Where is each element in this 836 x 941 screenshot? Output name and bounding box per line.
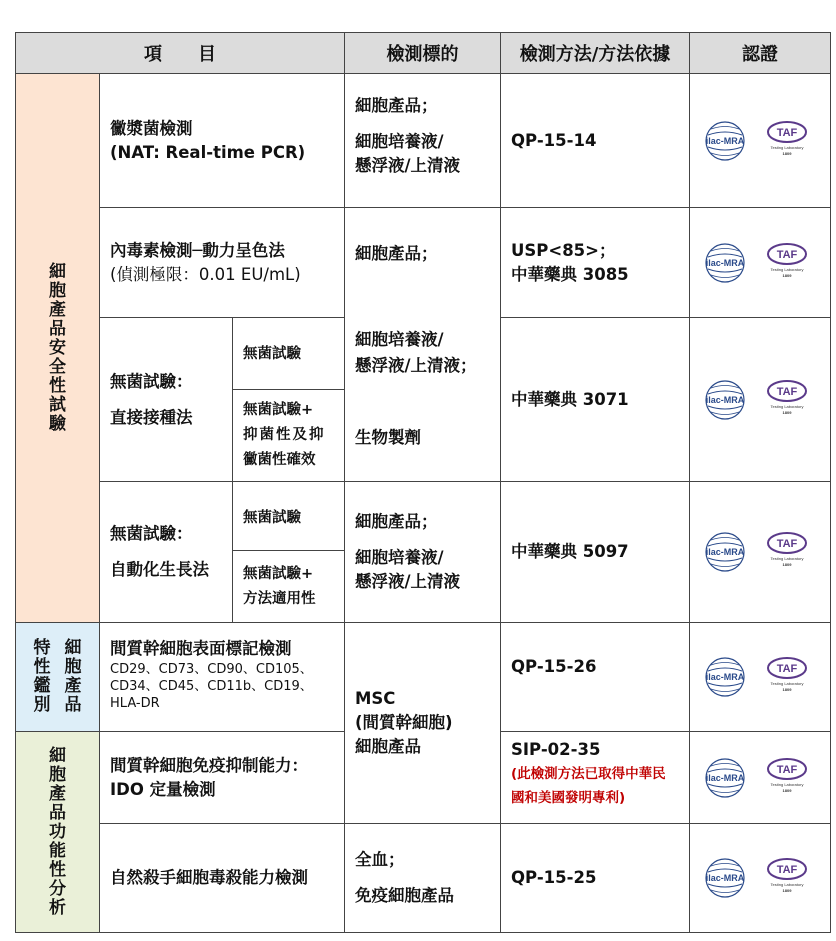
category-char: 析	[49, 897, 66, 918]
category-char: 細	[49, 261, 66, 282]
method-sterility-auto	[500, 481, 690, 623]
category-char: 胞	[64, 657, 82, 677]
svg-text:TAF: TAF	[776, 864, 798, 876]
target-line: 細胞培養液/	[355, 330, 444, 349]
svg-text:ilac-MRA: ilac-MRA	[705, 135, 745, 146]
cert-nk	[689, 823, 831, 933]
svg-text:1809: 1809	[782, 687, 792, 692]
marker-list: HLA-DR	[110, 696, 160, 711]
ilac-mra-taf-logos	[701, 378, 819, 422]
cert-ido	[689, 731, 831, 824]
svg-text:ilac-MRA: ilac-MRA	[705, 672, 745, 682]
cert-endotoxin	[689, 207, 831, 318]
subtest-sterility	[232, 317, 345, 390]
ilac-mra-taf-logos	[701, 655, 819, 699]
ilac-mra-taf-logos	[701, 119, 819, 163]
target-line: 懸浮液/上清液	[355, 156, 461, 175]
method-nk	[500, 823, 690, 933]
category-char: 試	[49, 394, 66, 415]
subtest-method-suitability	[232, 550, 345, 623]
taf-logo	[768, 658, 806, 692]
ilac-mra-logo	[706, 533, 745, 571]
svg-text:Testing Laboratory: Testing Laboratory	[770, 144, 804, 150]
method-code: QP-15-14	[511, 130, 597, 150]
svg-text:TAF: TAF	[776, 663, 798, 675]
cert-msc-marker	[689, 622, 831, 732]
category-identity-col-a	[65, 639, 82, 715]
taf-logo	[768, 533, 806, 567]
svg-text:TAF: TAF	[776, 385, 798, 398]
target-nk	[344, 823, 501, 933]
item-name: 黴漿菌檢測	[110, 118, 193, 138]
target-line: MSC	[355, 689, 396, 708]
category-char: 性	[33, 657, 51, 677]
category-char: 特	[33, 638, 51, 658]
item-msc-marker	[99, 622, 345, 732]
subtest-label: 黴菌性確效	[243, 452, 316, 468]
taf-logo	[768, 244, 806, 278]
svg-text:1809: 1809	[782, 150, 792, 156]
method-code: SIP-02-35	[511, 740, 601, 759]
category-char: 性	[49, 375, 66, 396]
category-char: 品	[49, 802, 66, 823]
svg-text:ilac-MRA: ilac-MRA	[705, 873, 745, 883]
target-line: 懸浮液/上清液	[355, 572, 461, 591]
svg-text:Testing Laboratory: Testing Laboratory	[770, 781, 804, 787]
header-item	[15, 32, 345, 74]
category-char: 產	[49, 783, 66, 804]
svg-text:ilac-MRA: ilac-MRA	[705, 257, 745, 268]
svg-text:ilac-MRA: ilac-MRA	[705, 547, 745, 557]
item-name: IDO 定量檢測	[110, 779, 216, 799]
patent-note: 國和美國發明專利)	[511, 790, 626, 806]
category-char: 胞	[49, 280, 66, 301]
svg-text:Testing Laboratory: Testing Laboratory	[770, 556, 804, 561]
svg-text:TAF: TAF	[776, 126, 798, 139]
item-ido	[99, 731, 345, 824]
category-char: 功	[49, 821, 66, 842]
svg-text:TAF: TAF	[776, 763, 798, 776]
category-identity-col-b	[34, 639, 51, 715]
header-item-label: 項 目	[144, 44, 216, 65]
category-char: 驗	[49, 413, 66, 434]
target-line: 生物製劑	[355, 428, 421, 447]
item-sub: (偵測極限：0.01 EU/mL)	[110, 264, 301, 284]
method-code: USP<85>；	[511, 240, 616, 260]
category-char: 安	[49, 337, 66, 358]
category-char: 細	[64, 638, 82, 658]
header-cert	[689, 32, 831, 74]
svg-text:1809: 1809	[782, 888, 792, 893]
svg-text:Testing Laboratory: Testing Laboratory	[770, 882, 804, 887]
method-ido	[500, 731, 690, 824]
category-char: 產	[64, 676, 82, 696]
target-sterility-auto	[344, 481, 501, 623]
category-char: 產	[49, 299, 66, 320]
ilac-mra-logo	[706, 244, 745, 282]
svg-text:1809: 1809	[782, 409, 792, 415]
svg-text:1809: 1809	[782, 272, 792, 278]
header-target-label: 檢測標的	[386, 44, 459, 65]
item-name: 自動化生長法	[110, 560, 209, 579]
target-shared	[344, 207, 501, 482]
marker-list: CD29、CD73、CD90、CD105、	[110, 662, 313, 677]
category-char: 分	[49, 878, 66, 899]
method-code: 中華藥典 3085	[511, 264, 629, 284]
cert-sterility-direct	[689, 317, 831, 482]
method-code: QP-15-26	[511, 657, 597, 676]
item-name: 直接接種法	[110, 407, 193, 427]
subtest-sterility-auto	[232, 481, 345, 551]
subtest-label: 無菌試驗	[243, 345, 301, 362]
subtest-label: 抑菌性及抑	[243, 427, 326, 443]
target-line: 細胞產品	[355, 737, 421, 756]
item-endotoxin	[99, 207, 345, 318]
subtest-label: 無菌試驗	[243, 510, 301, 526]
method-code: 中華藥典 3071	[511, 389, 629, 409]
method-msc-marker	[500, 622, 690, 732]
item-sterility-direct	[99, 317, 233, 482]
ilac-mra-logo	[706, 122, 745, 160]
header-cert-label: 認證	[742, 44, 778, 65]
ilac-mra-logo	[706, 381, 745, 419]
ilac-mra-taf-logos	[701, 856, 819, 900]
category-char: 品	[49, 318, 66, 339]
category-char: 細	[49, 745, 66, 766]
subtest-label: 無菌試驗+	[243, 402, 314, 418]
svg-text:TAF: TAF	[776, 538, 798, 550]
item-name: 無菌試驗：	[110, 524, 193, 543]
target-msc	[344, 622, 501, 824]
target-line: 細胞培養液/	[355, 548, 444, 567]
target-line: 細胞產品；	[355, 244, 438, 263]
target-line: (間質幹細胞)	[355, 713, 453, 732]
ilac-mra-logo	[706, 658, 745, 696]
method-code: QP-15-25	[511, 868, 597, 887]
item-name: 無菌試驗：	[110, 371, 193, 391]
target-line: 細胞產品；	[355, 512, 438, 531]
cert-mycoplasma	[689, 73, 831, 208]
category-function	[15, 731, 100, 933]
target-line: 懸浮液/上清液；	[355, 356, 477, 375]
ilac-mra-taf-logos	[701, 756, 819, 800]
svg-text:TAF: TAF	[776, 248, 798, 261]
cert-sterility-auto	[689, 481, 831, 623]
category-char: 能	[49, 840, 66, 861]
category-char: 鑑	[33, 676, 51, 696]
header-target	[344, 32, 501, 74]
subtest-label: 方法適用性	[243, 590, 316, 607]
category-char: 胞	[49, 764, 66, 785]
item-name: 間質幹細胞表面標記檢測	[110, 639, 292, 658]
ilac-mra-logo	[706, 759, 745, 797]
category-char: 品	[64, 695, 82, 715]
method-endotoxin	[500, 207, 690, 318]
method-code: 中華藥典 5097	[511, 542, 629, 561]
svg-text:Testing Laboratory: Testing Laboratory	[770, 681, 804, 686]
category-identity	[15, 622, 100, 732]
taf-logo	[768, 759, 806, 793]
svg-text:1809: 1809	[782, 787, 792, 793]
target-line: 全血；	[355, 850, 405, 869]
svg-text:Testing Laboratory: Testing Laboratory	[770, 403, 804, 409]
item-sterility-auto	[99, 481, 233, 623]
svg-text:Testing Laboratory: Testing Laboratory	[770, 266, 804, 272]
subtest-sterility-validation	[232, 389, 345, 482]
header-method-label: 檢測方法/方法依據	[519, 44, 671, 65]
ilac-mra-logo	[706, 859, 745, 897]
patent-note: (此檢測方法已取得中華民	[511, 766, 666, 782]
method-sterility-direct	[500, 317, 690, 482]
target-line: 免疫細胞產品	[355, 886, 454, 905]
taf-logo	[768, 122, 806, 156]
svg-text:ilac-MRA: ilac-MRA	[705, 394, 745, 405]
svg-text:ilac-MRA: ilac-MRA	[705, 772, 745, 783]
subtest-label: 無菌試驗+	[243, 565, 314, 582]
item-name: 間質幹細胞免疫抑制能力：	[110, 755, 308, 775]
taf-logo	[768, 381, 806, 415]
item-nk	[99, 823, 345, 933]
item-name: 自然殺手細胞毒殺能力檢測	[110, 868, 308, 887]
ilac-mra-taf-logos	[701, 241, 819, 285]
category-char: 別	[33, 695, 51, 715]
ilac-mra-taf-logos	[701, 530, 819, 574]
header-method	[500, 32, 690, 74]
item-name: 內毒素檢測─動力呈色法	[110, 240, 285, 260]
item-mycoplasma	[99, 73, 345, 208]
svg-text:1809: 1809	[782, 562, 792, 567]
marker-list: CD34、CD45、CD11b、CD19、	[110, 679, 313, 694]
category-char: 性	[49, 859, 66, 880]
target-mycoplasma	[344, 73, 501, 208]
item-sub: (NAT: Real-time PCR)	[110, 142, 306, 162]
taf-logo	[768, 859, 806, 893]
target-line: 細胞產品；	[355, 96, 438, 115]
category-safety	[15, 73, 100, 623]
method-mycoplasma	[500, 73, 690, 208]
target-line: 細胞培養液/	[355, 132, 444, 151]
category-char: 全	[49, 356, 66, 377]
